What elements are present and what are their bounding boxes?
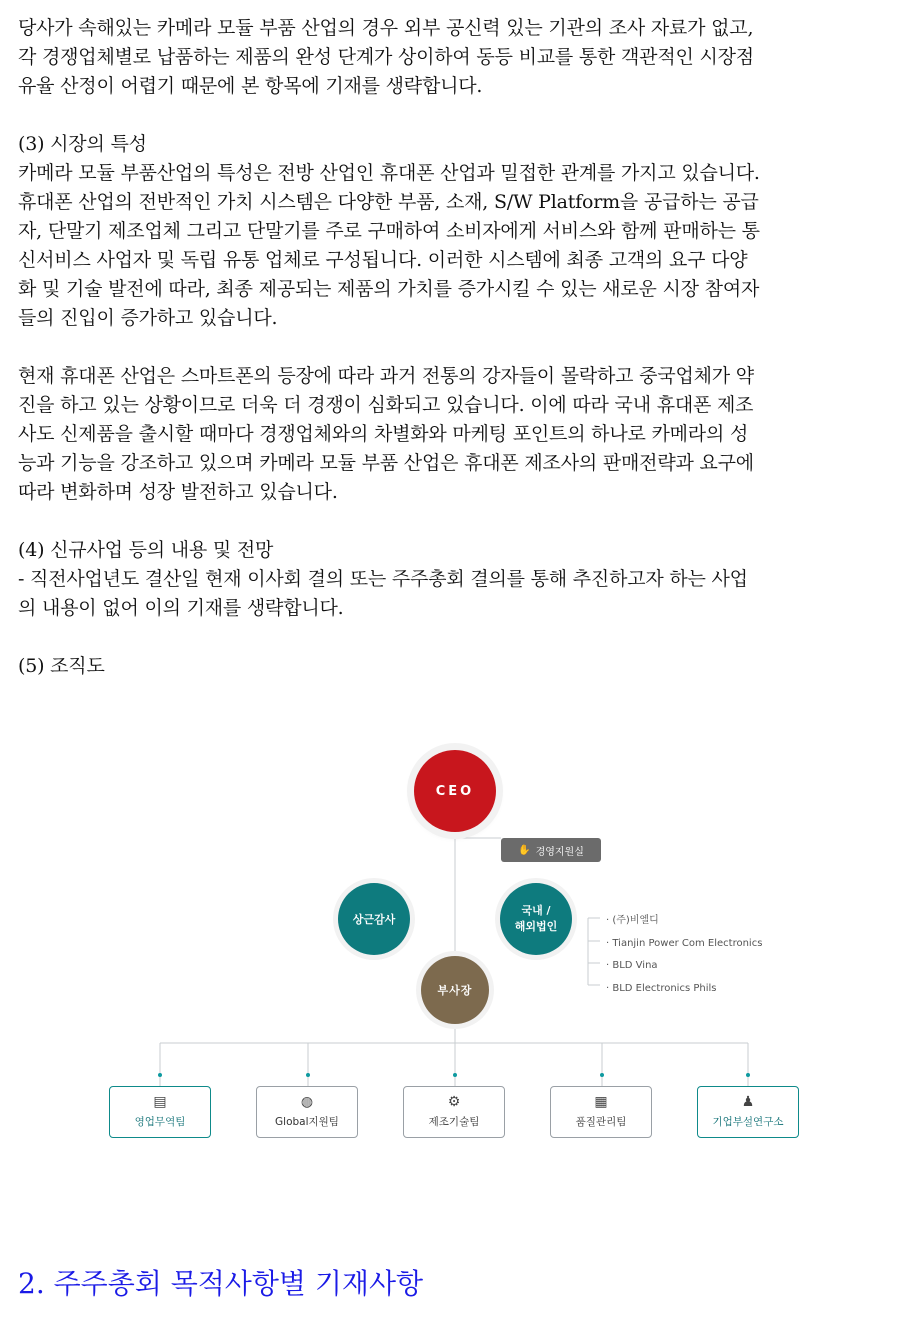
text-line: 휴대폰 산업의 전반적인 가치 시스템은 다양한 부품, 소재, S/W Platform을 공급하는 공급 bbox=[18, 191, 759, 213]
team-box-sales bbox=[109, 1086, 211, 1138]
text-line: 유율 산정이 어렵기 때문에 본 항목에 기재를 생략합니다. bbox=[18, 75, 483, 97]
text-line: 능과 기능을 강조하고 있으며 카메라 모듈 부품 산업은 휴대폰 제조사의 판매전략과 요구에 bbox=[18, 452, 754, 474]
team-box-manufacturing bbox=[403, 1086, 505, 1138]
text-line: 자, 단말기 제조업체 그리고 단말기를 주로 구매하여 소비자에게 서비스와 함께 판매하는 통 bbox=[18, 220, 760, 242]
text-line: 진을 하고 있는 상황이므로 더욱 더 경쟁이 심화되고 있습니다. 이에 따라 국내 휴대폰 제조 bbox=[18, 394, 754, 416]
management-support-box bbox=[501, 838, 601, 862]
team-label: 기업부설연구소 bbox=[712, 1116, 784, 1128]
team-box-global bbox=[256, 1086, 358, 1138]
section5-paragraph bbox=[18, 652, 886, 681]
section4-heading: (4) 신규사업 등의 내용 및 전망 bbox=[18, 539, 274, 561]
team-label: Global지원팀 bbox=[275, 1116, 339, 1128]
team-box-rnd bbox=[697, 1086, 799, 1138]
subsidiary-list bbox=[606, 910, 762, 1000]
subsidiary-item: · Tianjin Power Com Electronics bbox=[606, 937, 763, 949]
subsidiary-item: · BLD Electronics Phils bbox=[606, 982, 717, 994]
section3-paragraph-2 bbox=[18, 362, 886, 507]
text-line: 당사가 속해있는 카메라 모듈 부품 산업의 경우 외부 공신력 있는 기관의 조사 자료가 없고, bbox=[18, 17, 754, 39]
auditor-label: 상근감사 bbox=[352, 913, 396, 926]
text-line: - 직전사업년도 결산일 현재 이사회 결의 또는 주주총회 결의를 통해 추진하고자 하는 사업 bbox=[18, 568, 748, 590]
gear-icon: ⚙ bbox=[447, 1094, 461, 1110]
document-body bbox=[18, 14, 886, 681]
subsidiaries-node bbox=[500, 883, 572, 955]
intro-paragraph bbox=[18, 14, 886, 101]
text-line: 현재 휴대폰 산업은 스마트폰의 등장에 따라 과거 전통의 강자들이 몰락하고 중국업체가 약 bbox=[18, 365, 754, 387]
globe-icon: ◍ bbox=[300, 1094, 314, 1110]
text-line: 화 및 기술 발전에 따라, 최종 제공되는 제품의 가치를 증가시킬 수 있는 새로운 시장 참여자 bbox=[18, 278, 760, 300]
text-line: 들의 진입이 증가하고 있습니다. bbox=[18, 307, 278, 329]
text-line: 사도 신제품을 출시할 때마다 경쟁업체와의 차별화와 마케팅 포인트의 하나로 카메라의 성 bbox=[18, 423, 749, 445]
team-label: 품질관리팀 bbox=[575, 1116, 627, 1128]
text-line: 카메라 모듈 부품산업의 특성은 전방 산업인 휴대폰 산업과 밀접한 관계를 가지고 있습니다. bbox=[18, 162, 760, 184]
text-line: 신서비스 사업자 및 독립 유통 업체로 구성됩니다. 이러한 시스템에 최종 고객의 요구 다양 bbox=[18, 249, 748, 271]
vice-president-node bbox=[421, 956, 489, 1024]
researcher-icon: ♟ bbox=[741, 1094, 755, 1110]
text-line: 따라 변화하며 성장 발전하고 있습니다. bbox=[18, 481, 338, 503]
section4-paragraph bbox=[18, 536, 886, 623]
ceo-node bbox=[414, 750, 496, 832]
team-label: 제조기술팀 bbox=[428, 1116, 480, 1128]
chart-icon: ▦ bbox=[594, 1094, 608, 1110]
ceo-label: CEO bbox=[435, 783, 475, 799]
auditor-node bbox=[338, 883, 410, 955]
handshake-icon: ✋ bbox=[518, 844, 531, 856]
section5-heading: (5) 조직도 bbox=[18, 655, 105, 677]
section3-heading: (3) 시장의 특성 bbox=[18, 133, 147, 155]
org-chart bbox=[0, 740, 900, 1160]
text-line: 의 내용이 없어 이의 기재를 생략합니다. bbox=[18, 597, 344, 619]
subsidiary-item: · (주)비엘디 bbox=[606, 915, 659, 926]
vice-president-label: 부사장 bbox=[437, 984, 473, 997]
team-label: 영업무역팀 bbox=[134, 1116, 186, 1128]
subsidiary-item: · BLD Vina bbox=[606, 960, 658, 971]
document-icon: ▤ bbox=[153, 1094, 167, 1110]
team-box-quality bbox=[550, 1086, 652, 1138]
subsidiaries-label-2: 해외법인 bbox=[514, 920, 558, 933]
section-title: 2. 주주총회 목적사항별 기재사항 bbox=[18, 1267, 424, 1300]
management-label: 경영지원실 bbox=[535, 846, 584, 858]
text-line: 각 경쟁업체별로 납품하는 제품의 완성 단계가 상이하여 동등 비교를 통한 객관적인 시장점 bbox=[18, 46, 754, 68]
subsidiaries-label-1: 국내 / bbox=[521, 904, 551, 917]
section3-paragraph bbox=[18, 130, 886, 333]
